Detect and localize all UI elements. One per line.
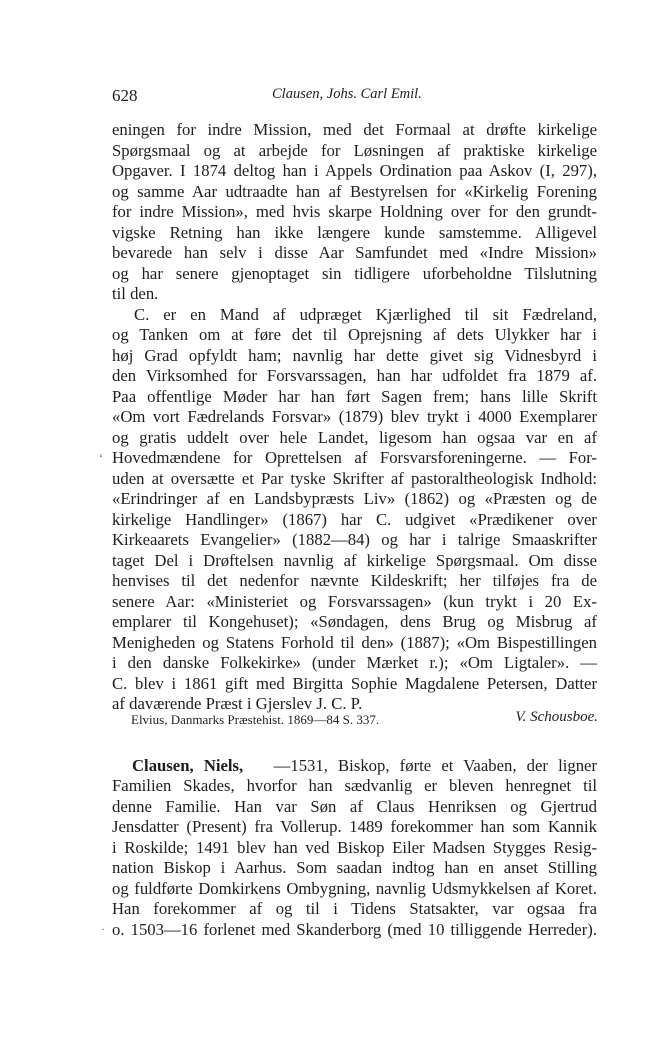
text-line: henvises til det nedenfor nævnte Kildeskrift; her tilføjes fra de	[112, 571, 597, 590]
margin-mark: ‘	[99, 451, 103, 465]
text-line: og gratis uddelt over hele Landet, ligesom han ogsaa var en af	[112, 428, 597, 447]
text-line: uden at oversætte et Par tyske Skrifter af pastoraltheologisk Indhold:	[112, 469, 597, 488]
author-signature: V. Schousboe.	[515, 709, 598, 725]
text-line: «Erindringer af en Landsbypræsts Liv» (1862) og «Præsten og de	[112, 489, 597, 508]
text-line: for indre Mission», med hvis skarpe Holdning over for den grundt-	[112, 202, 597, 221]
text-line: vigske Retning han ikke længere kunde samstemme. Alligevel	[112, 223, 597, 242]
text-line: Hovedmændene for Oprettelsen af Forsvarsforeningerne. — For-	[112, 448, 597, 467]
text-line: og har senere gjenoptaget sin tidligere uforbeholdne Tilslutning	[112, 264, 597, 283]
text-line: Menigheden og Statens Forhold til den» (1887); «Om Bispestillingen	[112, 633, 597, 652]
source-reference: Elvius, Danmarks Præstehist. 1869—84 S. 337.	[131, 712, 380, 727]
text-line: eningen for indre Mission, med det Formaal at drøfte kirkelige	[112, 120, 597, 139]
text-line: og samme Aar udtraadte han af Bestyrelsen for «Kirkelig Forening	[112, 182, 597, 201]
text-line: o. 1503—16 forlenet med Skanderborg (med 10 tilliggende Herreder).	[112, 920, 597, 939]
entry-headword: Clausen, Niels,	[132, 756, 244, 775]
text-line: emplarer til Kongehuset); «Søndagen, dens Brug og Misbrug af	[112, 612, 597, 631]
text-line: Paa offentlige Møder har han ført Sagen frem; hans lille Skrift	[112, 387, 597, 406]
text-line: nation Biskop i Aarhus. Som saadan indtog han en anset Stilling	[112, 858, 597, 877]
text-line: denne Familie. Han var Søn af Claus Henriksen og Gjertrud	[112, 797, 597, 816]
margin-mark: ·	[101, 922, 105, 936]
text-line: C. blev i 1861 gift med Birgitta Sophie Magdalene Petersen, Datter	[112, 674, 597, 693]
running-title: Clausen, Johs. Carl Emil.	[272, 86, 422, 102]
page-number: 628	[112, 86, 138, 105]
text-line: kirkelige Handlinger» (1867) har C. udgivet «Prædikener over	[112, 510, 597, 529]
text-line: Jensdatter (Present) fra Vollerup. 1489 forekommer han som Kannik	[112, 817, 597, 836]
text-line: og Tanken om at føre det til Oprejsning af dets Ulykker har i	[112, 325, 597, 344]
text-line: og fuldførte Domkirkens Ombygning, navnlig Udsmykkelsen af Koret.	[112, 879, 597, 898]
text-line: Spørgsmaal og at arbejde for Løsningen af praktiske kirkelige	[112, 141, 597, 160]
text-line: Opgaver. I 1874 deltog han i Appels Ordination paa Askov (I, 297),	[112, 161, 597, 180]
text-line: Familien Skades, hvorfor han sædvanlig er bleven henregnet til	[112, 776, 597, 795]
text-line: Han forekommer af og til i Tidens Statsakter, var ogsaa fra	[112, 899, 597, 918]
text-line: taget Del i Drøftelsen navnlig af kirkelige Spørgsmaal. Om disse	[112, 551, 597, 570]
text-line: den Virksomhed for Forsvarssagen, han har udfoldet fra 1879 af.	[112, 366, 597, 385]
text-line: i Roskilde; 1491 blev han ved Biskop Eiler Madsen Stygges Resig-	[112, 838, 597, 857]
entry-first-line-text: —1531, Biskop, førte et Vaaben, der ligner	[273, 756, 598, 775]
text-line: C. er en Mand af udpræget Kjærlighed til sit Fædreland,	[134, 305, 597, 324]
text-line: i den danske Folkekirke» (under Mærket r.); «Om Ligtaler». —	[112, 653, 597, 672]
text-line: bevarede han selv i disse Aar Samfundet med «Indre Mission»	[112, 243, 597, 262]
entry-first-line	[132, 755, 597, 776]
text-line: Kirkeaarets Evangelier» (1882—84) og har i talrige Smaaskrifter	[112, 530, 597, 549]
text-line: af daværende Præst i Gjerslev J. C. P.	[112, 694, 363, 713]
text-line: senere Aar: «Ministeriet og Forsvarssagen» (kun trykt i 20 Ex-	[112, 592, 597, 611]
text-line: høj Grad opfyldt ham; navnlig har dette givet sig Vidnesbyrd i	[112, 346, 597, 365]
text-line: «Om vort Fædrelands Forsvar» (1879) blev trykt i 4000 Exemplarer	[112, 407, 597, 426]
text-line: til den.	[112, 284, 159, 303]
